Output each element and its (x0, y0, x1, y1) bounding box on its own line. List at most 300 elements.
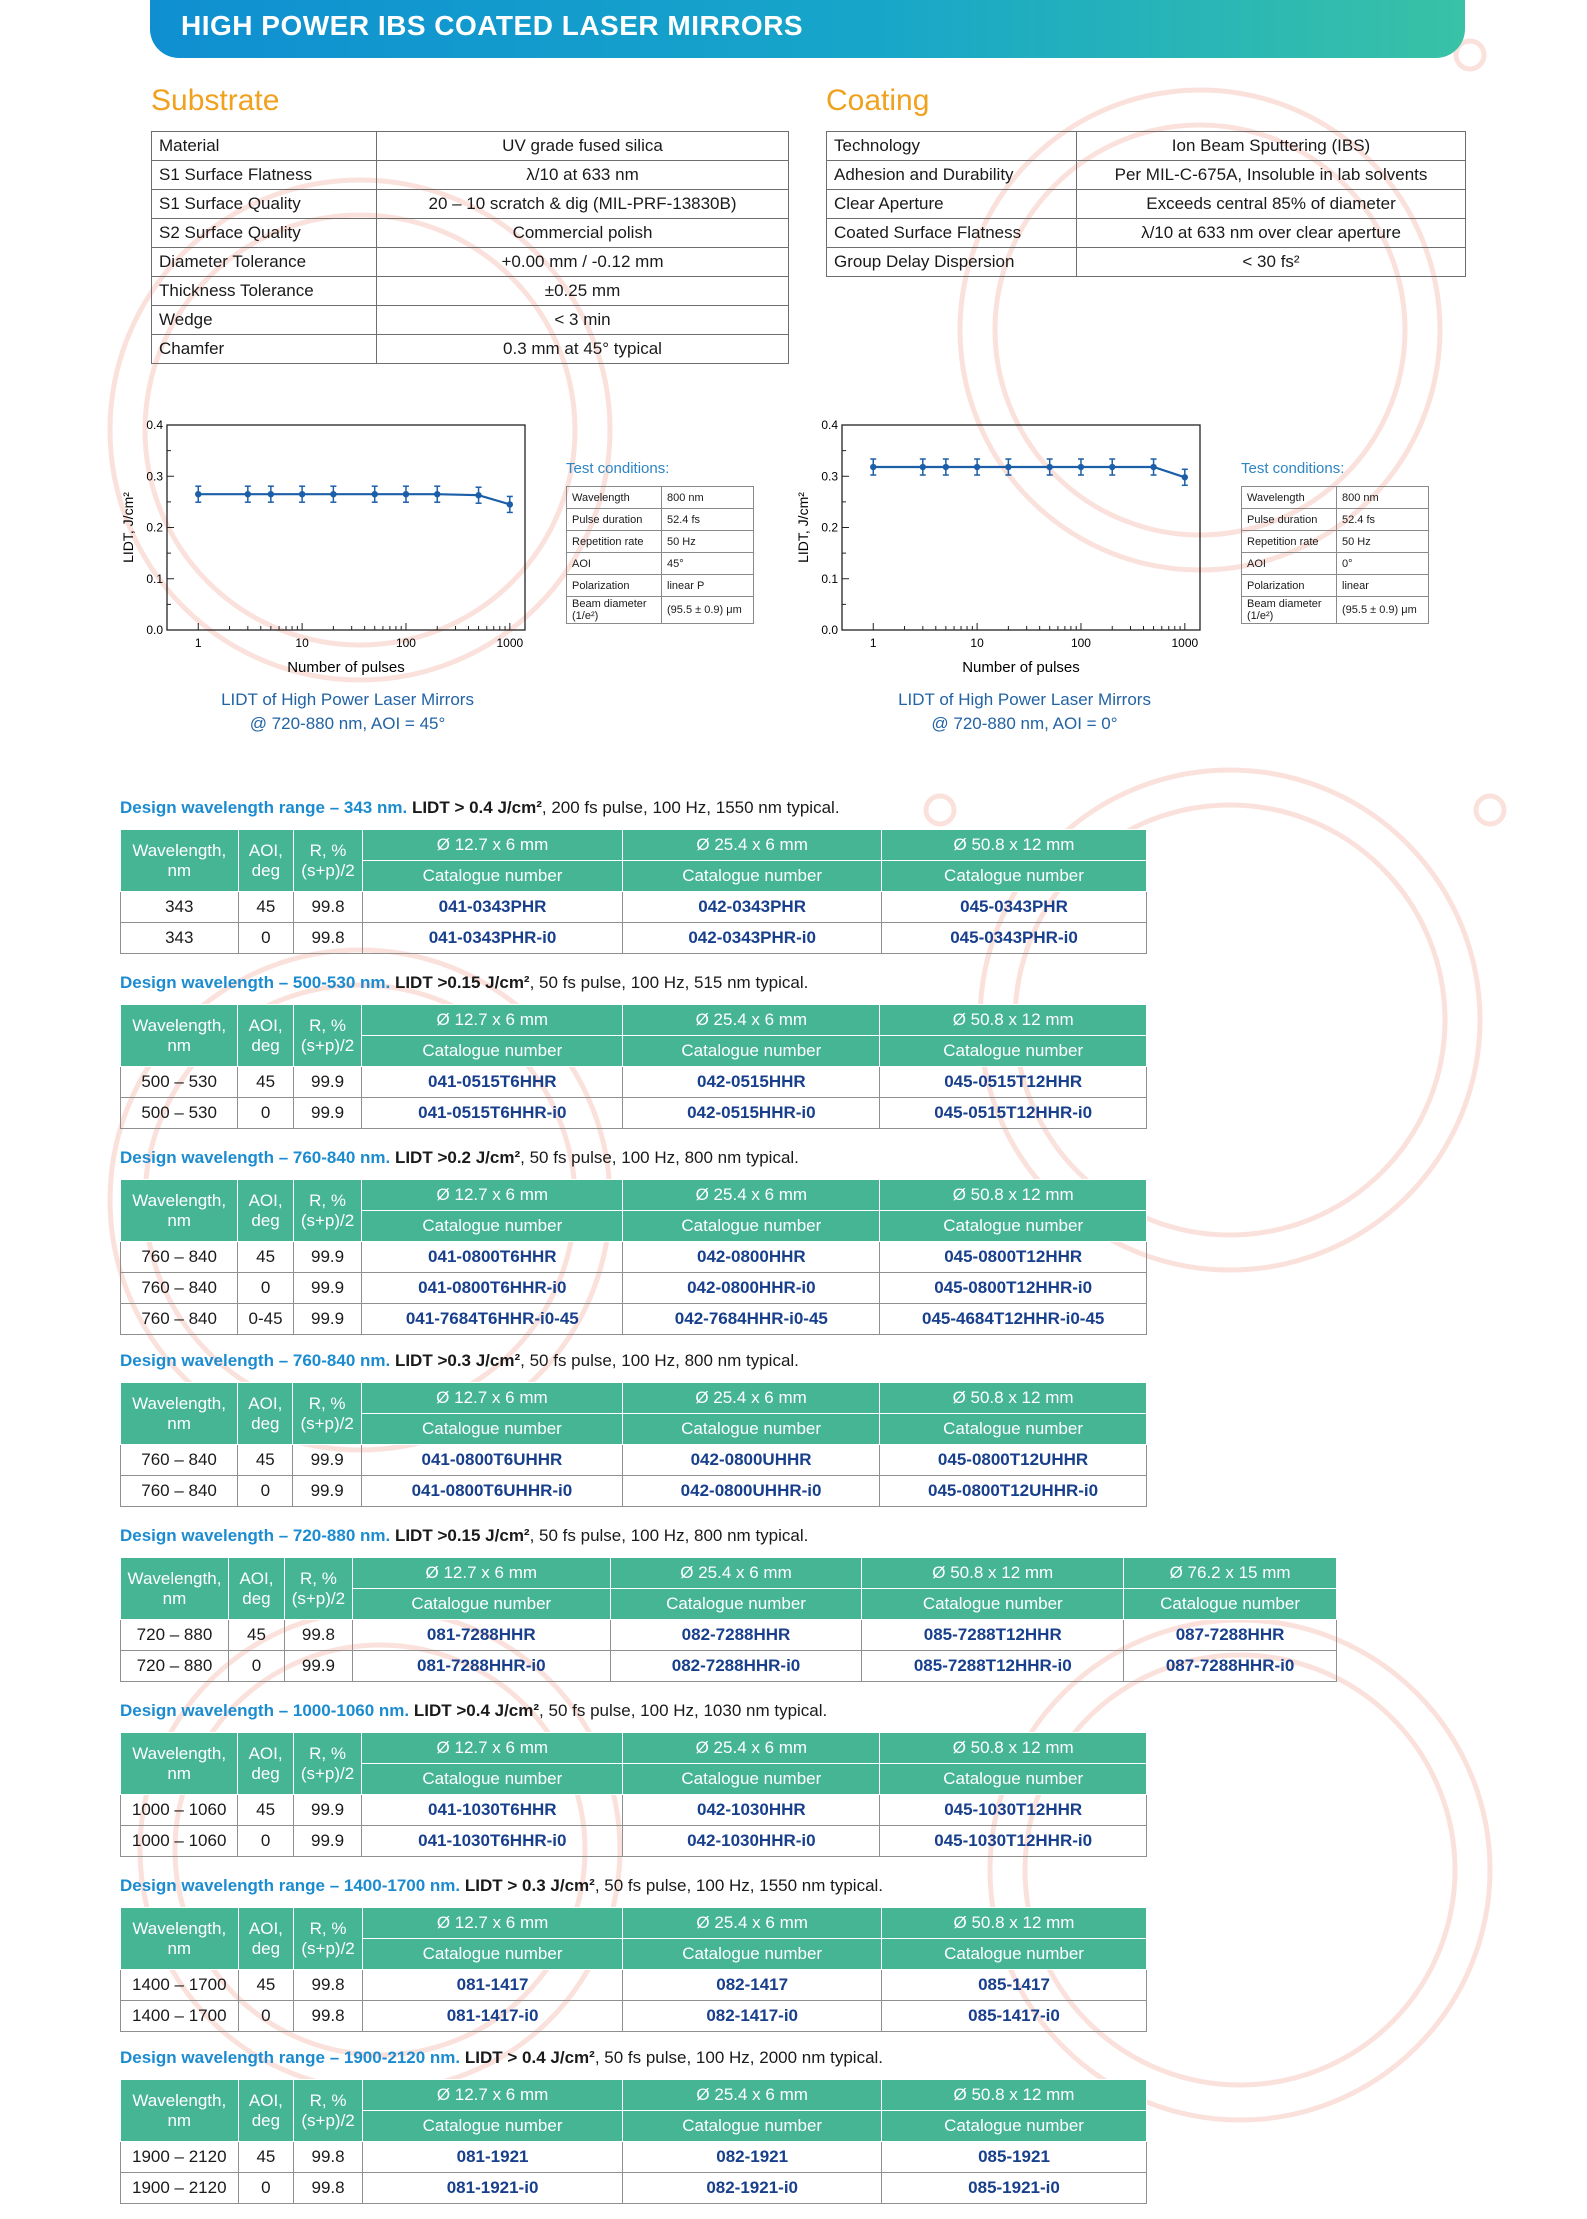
aoi-header-line1: AOI, (248, 1015, 283, 1035)
design-wavelength-line (120, 1526, 808, 1546)
product-table (120, 2079, 1147, 2204)
size-header: Ø 25.4 x 6 mm (623, 2080, 882, 2111)
size-header: Ø 25.4 x 6 mm (623, 830, 882, 861)
reflectance-header-line1: R, % (309, 840, 347, 860)
aoi-cell: 0 (238, 2173, 294, 2204)
header-row (121, 1733, 1147, 1764)
wavelength-cell: 343 (121, 892, 239, 923)
catalogue-number[interactable]: 082-7288HHR-i0 (610, 1651, 862, 1682)
catalogue-header: Catalogue number (880, 1036, 1147, 1067)
aoi-header (238, 1180, 294, 1242)
size-header: Ø 50.8 x 12 mm (880, 1383, 1147, 1414)
catalogue-number[interactable]: 082-1417 (623, 1970, 882, 2001)
reflectance-cell: 99.9 (293, 1795, 361, 1826)
substrate-value: ±0.25 mm (377, 277, 789, 306)
x-tick-label: 10 (970, 636, 984, 650)
lidt-value: LIDT >0.3 J/cm² (394, 1351, 521, 1370)
reflectance-header-line2: (s+p)/2 (291, 1588, 346, 1608)
table-row (121, 1304, 1147, 1335)
catalogue-number[interactable]: 042-0800UHHR (623, 1445, 880, 1476)
reflectance-cell: 99.8 (294, 923, 363, 954)
catalogue-number[interactable]: 041-1030T6HHR (362, 1795, 623, 1826)
size-header: Ø 12.7 x 6 mm (352, 1558, 610, 1589)
reflectance-cell: 99.9 (293, 1445, 361, 1476)
aoi-cell: 0 (238, 1826, 294, 1857)
header-row (121, 1558, 1337, 1589)
y-tick-label: 0.3 (821, 469, 838, 484)
catalogue-number[interactable]: 045-0800T12HHR (880, 1242, 1147, 1273)
substrate-label: S1 Surface Flatness (152, 161, 377, 190)
table-row (121, 2173, 1147, 2204)
chart-caption-right-line2: @ 720-880 nm, AOI = 0° (931, 714, 1118, 733)
reflectance-cell: 99.8 (284, 1620, 352, 1651)
reflectance-cell: 99.8 (294, 892, 363, 923)
data-point (1078, 464, 1084, 470)
substrate-row (152, 132, 789, 161)
wavelength-cell: 760 – 840 (121, 1476, 238, 1507)
substrate-row (152, 219, 789, 248)
condition-label: Pulse duration (1242, 509, 1337, 531)
design-conditions: , 50 fs pulse, 100 Hz, 800 nm typical. (529, 1526, 809, 1545)
data-point (372, 491, 378, 497)
design-wavelength-line (120, 973, 808, 993)
catalogue-header: Catalogue number (623, 2111, 882, 2142)
catalogue-header: Catalogue number (623, 1764, 880, 1795)
data-point (1005, 464, 1011, 470)
product-table (120, 1004, 1147, 1129)
test-conditions-table-right (1241, 486, 1429, 624)
lidt-value: LIDT >0.15 J/cm² (394, 973, 530, 992)
catalogue-number[interactable]: 042-0800HHR-i0 (623, 1273, 880, 1304)
size-header: Ø 25.4 x 6 mm (623, 1908, 882, 1939)
size-header: Ø 12.7 x 6 mm (362, 2080, 622, 2111)
data-point (507, 501, 513, 507)
wavelength-cell: 720 – 880 (121, 1651, 229, 1682)
chart-caption-left (170, 688, 525, 736)
aoi-header (238, 1908, 294, 1970)
catalogue-number[interactable]: 042-0515HHR-i0 (623, 1098, 880, 1129)
design-wavelength-line (120, 798, 840, 818)
reflectance-header (294, 2080, 363, 2142)
coating-value: Exceeds central 85% of diameter (1077, 190, 1466, 219)
wavelength-header (121, 1383, 238, 1445)
size-header: Ø 25.4 x 6 mm (610, 1558, 862, 1589)
wavelength-header-line1: Wavelength, (132, 1393, 226, 1413)
table-row (121, 1067, 1147, 1098)
aoi-cell: 45 (238, 1795, 294, 1826)
condition-row (1242, 553, 1429, 575)
header-row (121, 830, 1147, 861)
chart-caption-left-line1: LIDT of High Power Laser Mirrors (221, 690, 474, 709)
wavelength-header-line1: Wavelength, (132, 1015, 227, 1035)
design-wavelength-range: Design wavelength range – 343 nm. (120, 798, 408, 817)
design-wavelength-range: Design wavelength – 720-880 nm. (120, 1526, 391, 1545)
catalogue-header: Catalogue number (361, 1414, 622, 1445)
wavelength-header-line2: nm (167, 2110, 192, 2130)
header-row (121, 2080, 1147, 2111)
wavelength-header (121, 2080, 239, 2142)
condition-row (567, 553, 754, 575)
design-conditions: , 50 fs pulse, 100 Hz, 800 nm typical. (520, 1351, 799, 1370)
substrate-value: UV grade fused silica (377, 132, 789, 161)
reflectance-header-line2: (s+p)/2 (300, 1035, 355, 1055)
size-header: Ø 50.8 x 12 mm (880, 1005, 1147, 1036)
catalogue-header: Catalogue number (1124, 1589, 1337, 1620)
wavelength-header-line1: Wavelength, (127, 1568, 222, 1588)
condition-label: AOI (567, 553, 662, 575)
coating-label: Technology (827, 132, 1077, 161)
wavelength-header-line1: Wavelength, (132, 1190, 227, 1210)
data-point (1047, 464, 1053, 470)
lidt-value: LIDT >0.4 J/cm² (413, 1701, 540, 1720)
catalogue-header: Catalogue number (362, 2111, 622, 2142)
aoi-header (238, 830, 294, 892)
size-header: Ø 50.8 x 12 mm (882, 1908, 1147, 1939)
catalogue-number[interactable]: 041-0515T6HHR (362, 1067, 623, 1098)
reflectance-header (293, 1383, 361, 1445)
wavelength-header-line1: Wavelength, (132, 1743, 227, 1763)
aoi-header-line2: deg (251, 1938, 281, 1958)
product-table (120, 1732, 1147, 1857)
table-row (121, 1970, 1147, 2001)
catalogue-number[interactable]: 042-7684HHR-i0-45 (623, 1304, 880, 1335)
catalogue-number[interactable]: 087-7288HHR (1124, 1620, 1337, 1651)
reflectance-cell: 99.9 (293, 1826, 361, 1857)
catalogue-header: Catalogue number (362, 1211, 623, 1242)
condition-value: 45° (662, 553, 754, 575)
y-axis-label: LIDT, J/cm² (795, 492, 811, 563)
size-header: Ø 12.7 x 6 mm (362, 1005, 623, 1036)
catalogue-number[interactable]: 042-0343PHR (623, 892, 882, 923)
test-conditions-table-left (566, 486, 754, 624)
reflectance-header-line1: R, % (309, 1743, 346, 1763)
coating-row (827, 161, 1466, 190)
catalogue-header: Catalogue number (352, 1589, 610, 1620)
condition-value: 800 nm (662, 487, 754, 509)
catalogue-number[interactable]: 082-1921 (623, 2142, 882, 2173)
reflectance-header-line1: R, % (308, 1393, 346, 1413)
condition-value: linear (1337, 575, 1429, 597)
size-header: Ø 50.8 x 12 mm (880, 1180, 1147, 1211)
substrate-row (152, 306, 789, 335)
aoi-cell: 45 (238, 1242, 294, 1273)
lidt-value: LIDT > 0.4 J/cm² (464, 2048, 595, 2067)
x-axis-label: Number of pulses (287, 659, 405, 676)
catalogue-number[interactable]: 085-1921 (882, 2142, 1147, 2173)
aoi-header-line1: AOI, (248, 1918, 283, 1938)
aoi-header (238, 1383, 293, 1445)
catalogue-header: Catalogue number (623, 1036, 880, 1067)
y-tick-label: 0.2 (821, 520, 838, 535)
aoi-header (238, 2080, 294, 2142)
catalogue-number[interactable]: 041-0800T6HHR (362, 1242, 623, 1273)
catalogue-header: Catalogue number (362, 861, 623, 892)
catalogue-number[interactable]: 085-1417-i0 (882, 2001, 1147, 2032)
aoi-header-line2: deg (251, 2110, 281, 2130)
catalogue-number[interactable]: 085-1921-i0 (882, 2173, 1147, 2204)
reflectance-header-line1: R, % (309, 1015, 346, 1035)
size-header: Ø 50.8 x 12 mm (881, 830, 1146, 861)
design-wavelength-line (120, 1148, 799, 1168)
data-point (245, 491, 251, 497)
size-header: Ø 25.4 x 6 mm (623, 1383, 880, 1414)
aoi-cell: 0 (238, 923, 294, 954)
catalogue-number[interactable]: 042-0800UHHR-i0 (623, 1476, 880, 1507)
catalogue-number[interactable]: 045-0800T12UHHR-i0 (880, 1476, 1147, 1507)
coating-value: Ion Beam Sputtering (IBS) (1077, 132, 1466, 161)
substrate-label: Diameter Tolerance (152, 248, 377, 277)
catalogue-number[interactable]: 042-0515HHR (623, 1067, 880, 1098)
header-banner (150, 0, 1465, 58)
reflectance-cell: 99.9 (293, 1476, 361, 1507)
data-point (1150, 464, 1156, 470)
wavelength-header-line2: nm (167, 1413, 191, 1433)
table-row (121, 2001, 1147, 2032)
reflectance-cell: 99.9 (293, 1067, 361, 1098)
reflectance-header-line1: R, % (309, 1918, 347, 1938)
catalogue-number[interactable]: 041-0800T6UHHR-i0 (361, 1476, 622, 1507)
wavelength-header-line1: Wavelength, (132, 1918, 227, 1938)
catalogue-number[interactable]: 041-0800T6UHHR (361, 1445, 622, 1476)
condition-value: 0° (1337, 553, 1429, 575)
size-header: Ø 12.7 x 6 mm (361, 1383, 622, 1414)
catalogue-header: Catalogue number (362, 1939, 622, 1970)
lidt-value: LIDT > 0.3 J/cm² (464, 1876, 595, 1895)
catalogue-header: Catalogue number (623, 1211, 880, 1242)
catalogue-number[interactable]: 087-7288HHR-i0 (1124, 1651, 1337, 1682)
condition-value: 800 nm (1337, 487, 1429, 509)
aoi-cell: 0 (238, 2001, 294, 2032)
coating-label: Group Delay Dispersion (827, 248, 1077, 277)
design-wavelength-line (120, 1701, 827, 1721)
catalogue-header: Catalogue number (880, 1211, 1147, 1242)
header-row (121, 1908, 1147, 1939)
test-conditions-title-left: Test conditions: (566, 460, 670, 477)
reflectance-cell: 99.8 (294, 2142, 363, 2173)
catalogue-number[interactable]: 082-7288HHR (610, 1620, 862, 1651)
chart-caption-right (847, 688, 1202, 736)
reflectance-header (293, 1733, 361, 1795)
reflectance-header (284, 1558, 352, 1620)
catalogue-number[interactable]: 081-1417-i0 (362, 2001, 622, 2032)
size-header: Ø 12.7 x 6 mm (362, 1908, 622, 1939)
size-header: Ø 25.4 x 6 mm (623, 1733, 880, 1764)
header-row (121, 1383, 1147, 1414)
catalogue-header: Catalogue number (862, 1589, 1124, 1620)
reflectance-cell: 99.9 (293, 1273, 361, 1304)
catalogue-number[interactable]: 041-0800T6HHR-i0 (362, 1273, 623, 1304)
data-point (920, 464, 926, 470)
wavelength-header (121, 1733, 238, 1795)
catalogue-number[interactable]: 045-0515T12HHR (880, 1067, 1147, 1098)
aoi-cell: 45 (238, 1067, 294, 1098)
reflectance-header-line2: (s+p)/2 (301, 860, 355, 880)
catalogue-number[interactable]: 085-7288T12HHR (862, 1620, 1124, 1651)
catalogue-number[interactable]: 042-0343PHR-i0 (623, 923, 882, 954)
substrate-label: Thickness Tolerance (152, 277, 377, 306)
table-row (121, 1242, 1147, 1273)
condition-row (1242, 597, 1429, 624)
catalogue-number[interactable]: 085-7288T12HHR-i0 (862, 1651, 1124, 1682)
size-header: Ø 50.8 x 12 mm (880, 1733, 1147, 1764)
catalogue-number[interactable]: 041-7684T6HHR-i0-45 (362, 1304, 623, 1335)
wavelength-cell: 1900 – 2120 (121, 2142, 239, 2173)
aoi-header-line2: deg (251, 1763, 280, 1783)
design-conditions: , 50 fs pulse, 100 Hz, 1030 nm typical. (539, 1701, 828, 1720)
catalogue-number[interactable]: 042-1030HHR-i0 (623, 1826, 880, 1857)
x-tick-label: 100 (395, 636, 416, 650)
table-row (121, 1795, 1147, 1826)
reflectance-cell: 99.8 (294, 2173, 363, 2204)
substrate-value: 20 – 10 scratch & dig (MIL-PRF-13830B) (377, 190, 789, 219)
wavelength-header-line1: Wavelength, (132, 840, 227, 860)
catalogue-header: Catalogue number (623, 861, 882, 892)
catalogue-number[interactable]: 041-0343PHR (362, 892, 623, 923)
header-row (121, 1180, 1147, 1211)
chart-caption-right-line1: LIDT of High Power Laser Mirrors (898, 690, 1151, 709)
y-tick-label: 0.3 (146, 469, 163, 484)
substrate-value: +0.00 mm / -0.12 mm (377, 248, 789, 277)
substrate-row (152, 248, 789, 277)
table-row (121, 1476, 1147, 1507)
condition-value: 50 Hz (662, 531, 754, 553)
reflectance-cell: 99.9 (293, 1304, 361, 1335)
catalogue-header: Catalogue number (362, 1036, 623, 1067)
condition-row (567, 575, 754, 597)
y-tick-label: 0.4 (146, 418, 163, 432)
design-conditions: , 200 fs pulse, 100 Hz, 1550 nm typical. (541, 798, 840, 817)
y-tick-label: 0.2 (146, 520, 163, 535)
y-tick-label: 0.1 (821, 571, 838, 586)
condition-label: Repetition rate (567, 531, 662, 553)
condition-label: Beam diameter (1/e²) (1242, 597, 1337, 624)
catalogue-number[interactable]: 042-0800HHR (623, 1242, 880, 1273)
aoi-cell: 0 (228, 1651, 284, 1682)
catalogue-header: Catalogue number (882, 2111, 1147, 2142)
catalogue-number[interactable]: 081-1417 (362, 1970, 622, 2001)
page-title: HIGH POWER IBS COATED LASER MIRRORS (181, 10, 804, 41)
catalogue-number[interactable]: 041-1030T6HHR-i0 (362, 1826, 623, 1857)
catalogue-number[interactable]: 045-0800T12HHR-i0 (880, 1273, 1147, 1304)
reflectance-cell: 99.8 (294, 1970, 363, 2001)
table-row (121, 1620, 1337, 1651)
coating-label: Clear Aperture (827, 190, 1077, 219)
wavelength-cell: 760 – 840 (121, 1242, 238, 1273)
data-point (330, 491, 336, 497)
condition-row (1242, 487, 1429, 509)
catalogue-header: Catalogue number (880, 1764, 1147, 1795)
catalogue-header: Catalogue number (881, 861, 1146, 892)
catalogue-number[interactable]: 045-1030T12HHR (880, 1795, 1147, 1826)
catalogue-number[interactable]: 045-0515T12HHR-i0 (880, 1098, 1147, 1129)
catalogue-number[interactable]: 045-0343PHR-i0 (881, 923, 1146, 954)
catalogue-number[interactable]: 041-0343PHR-i0 (362, 923, 623, 954)
substrate-table (151, 131, 789, 364)
catalogue-number[interactable]: 041-0515T6HHR-i0 (362, 1098, 623, 1129)
catalogue-number[interactable]: 082-1417-i0 (623, 2001, 882, 2032)
x-tick-label: 1 (194, 636, 202, 650)
reflectance-header-line1: R, % (309, 1190, 346, 1210)
aoi-cell: 45 (238, 1970, 294, 2001)
wavelength-header-line2: nm (167, 1210, 191, 1230)
aoi-cell: 0-45 (238, 1304, 294, 1335)
aoi-header-line2: deg (251, 1210, 280, 1230)
substrate-row (152, 277, 789, 306)
coating-row (827, 132, 1466, 161)
wavelength-header-line2: nm (167, 1938, 192, 1958)
wavelength-cell: 760 – 840 (121, 1445, 238, 1476)
aoi-cell: 0 (238, 1098, 294, 1129)
catalogue-number[interactable]: 042-1030HHR (623, 1795, 880, 1826)
reflectance-header-line2: (s+p)/2 (300, 1763, 355, 1783)
wavelength-header-line2: nm (162, 1588, 187, 1608)
catalogue-number[interactable]: 045-1030T12HHR-i0 (880, 1826, 1147, 1857)
wavelength-cell: 760 – 840 (121, 1273, 238, 1304)
wavelength-cell: 1400 – 1700 (121, 2001, 239, 2032)
catalogue-number[interactable]: 081-1921-i0 (362, 2173, 622, 2204)
catalogue-number[interactable]: 081-7288HHR-i0 (352, 1651, 610, 1682)
wavelength-header-line2: nm (167, 860, 192, 880)
substrate-label: S1 Surface Quality (152, 190, 377, 219)
reflectance-header (293, 1005, 361, 1067)
condition-label: Pulse duration (567, 509, 662, 531)
wavelength-header (121, 1558, 229, 1620)
wavelength-cell: 500 – 530 (121, 1098, 238, 1129)
wavelength-header (121, 1908, 239, 1970)
design-wavelength-range: Design wavelength – 500-530 nm. (120, 973, 391, 992)
reflectance-header-line1: R, % (309, 2090, 347, 2110)
catalogue-number[interactable]: 085-1417 (882, 1970, 1147, 2001)
catalogue-number[interactable]: 045-0343PHR (881, 892, 1146, 923)
substrate-value: Commercial polish (377, 219, 789, 248)
data-point (870, 464, 876, 470)
lidt-value: LIDT >0.15 J/cm² (394, 1526, 530, 1545)
table-row (121, 923, 1147, 954)
catalogue-number[interactable]: 045-4684T12HHR-i0-45 (880, 1304, 1147, 1335)
catalogue-number[interactable]: 045-0800T12UHHR (880, 1445, 1147, 1476)
catalogue-number[interactable]: 081-7288HHR (352, 1620, 610, 1651)
table-row (121, 1445, 1147, 1476)
y-tick-label: 0.0 (821, 623, 838, 637)
wavelength-cell: 760 – 840 (121, 1304, 238, 1335)
wavelength-cell: 1400 – 1700 (121, 1970, 239, 2001)
coating-heading: Coating (826, 84, 930, 117)
aoi-header (238, 1005, 294, 1067)
wavelength-cell: 1900 – 2120 (121, 2173, 239, 2204)
reflectance-header-line2: (s+p)/2 (300, 1413, 354, 1433)
coating-value: < 30 fs² (1077, 248, 1466, 277)
reflectance-header-line1: R, % (300, 1568, 337, 1588)
aoi-cell: 45 (228, 1620, 284, 1651)
catalogue-number[interactable]: 082-1921-i0 (623, 2173, 882, 2204)
coating-value: λ/10 at 633 nm over clear aperture (1077, 219, 1466, 248)
design-conditions: , 50 fs pulse, 100 Hz, 2000 nm typical. (594, 2048, 884, 2067)
design-wavelength-range: Design wavelength – 760-840 nm. (120, 1351, 391, 1370)
aoi-header-line2: deg (251, 860, 281, 880)
catalogue-number[interactable]: 081-1921 (362, 2142, 622, 2173)
y-tick-label: 0.1 (146, 571, 163, 586)
reflectance-header-line2: (s+p)/2 (301, 2110, 355, 2130)
condition-label: Beam diameter (1/e²) (567, 597, 662, 624)
substrate-value: 0.3 mm at 45° typical (377, 335, 789, 364)
wavelength-cell: 1000 – 1060 (121, 1795, 238, 1826)
catalogue-header: Catalogue number (880, 1414, 1147, 1445)
aoi-cell: 0 (238, 1476, 293, 1507)
aoi-header-line1: AOI, (248, 1190, 283, 1210)
design-wavelength-range: Design wavelength range – 1400-1700 nm. (120, 1876, 461, 1895)
wavelength-cell: 1000 – 1060 (121, 1826, 238, 1857)
lidt-chart-aoi-45 (110, 415, 555, 680)
